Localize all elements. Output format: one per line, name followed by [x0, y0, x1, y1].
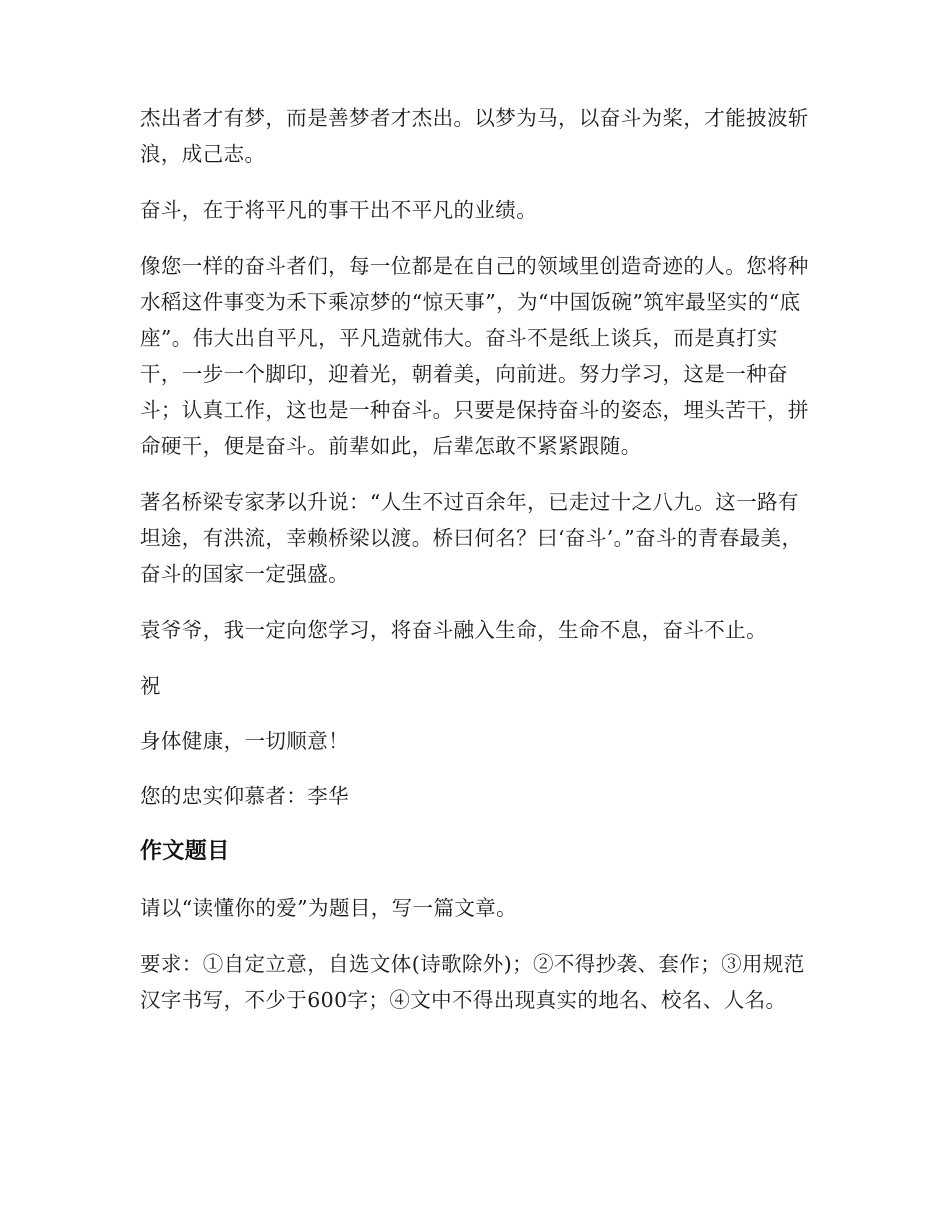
essay-requirements: 要求：①自定立意，自选文体(诗歌除外)；②不得抄袭、套作；③用规范汉字书写，不少于600字；④文中不得出现真实的地名、校名、人名。	[140, 952, 805, 1012]
document-page	[140, 100, 812, 1038]
section-title: 作文题目	[140, 839, 230, 864]
signature-line: 您的忠实仰慕者：李华	[140, 784, 349, 808]
essay-prompt: 请以“读懂你的爱”为题目，写一篇文章。	[140, 896, 518, 920]
closing-salutation: 祝	[140, 674, 161, 698]
body-paragraph: 杰出者才有梦，而是善梦者才杰出。以梦为马，以奋斗为桨，才能披波斩浪，成己志。	[140, 106, 809, 166]
body-paragraph: 袁爷爷，我一定向您学习，将奋斗融入生命，生命不息，奋斗不止。	[140, 618, 767, 642]
body-paragraph: 著名桥梁专家茅以升说：“人生不过百余年，已走过十之八九。这一路有坦途，有洪流，幸赖桥梁以渡。桥曰何名？曰‘奋斗’。”奋斗的青春最美，奋斗的国家一定强盛。	[140, 490, 803, 586]
closing-wish: 身体健康，一切顺意！	[140, 729, 349, 753]
body-paragraph: 像您一样的奋斗者们，每一位都是在自己的领域里创造奇迹的人。您将种水稻这件事变为禾下乘凉梦的“惊天事”，为“中国饭碗”筑牢最坚实的“底座”。伟大出自平凡，平凡造就伟大。奋斗不是纸上谈兵，而是真打实干，一步一个脚印，迎着光，朝着美，向前进。努力学习，这是一种奋斗；认真工作，这也是一种奋斗。只要是保持奋斗的姿态，埋头苦干，拼命硬干，便是奋斗。前辈如此，后辈怎敢不紧紧跟随。	[140, 254, 809, 458]
body-paragraph: 奋斗，在于将平凡的事干出不平凡的业绩。	[140, 198, 538, 222]
